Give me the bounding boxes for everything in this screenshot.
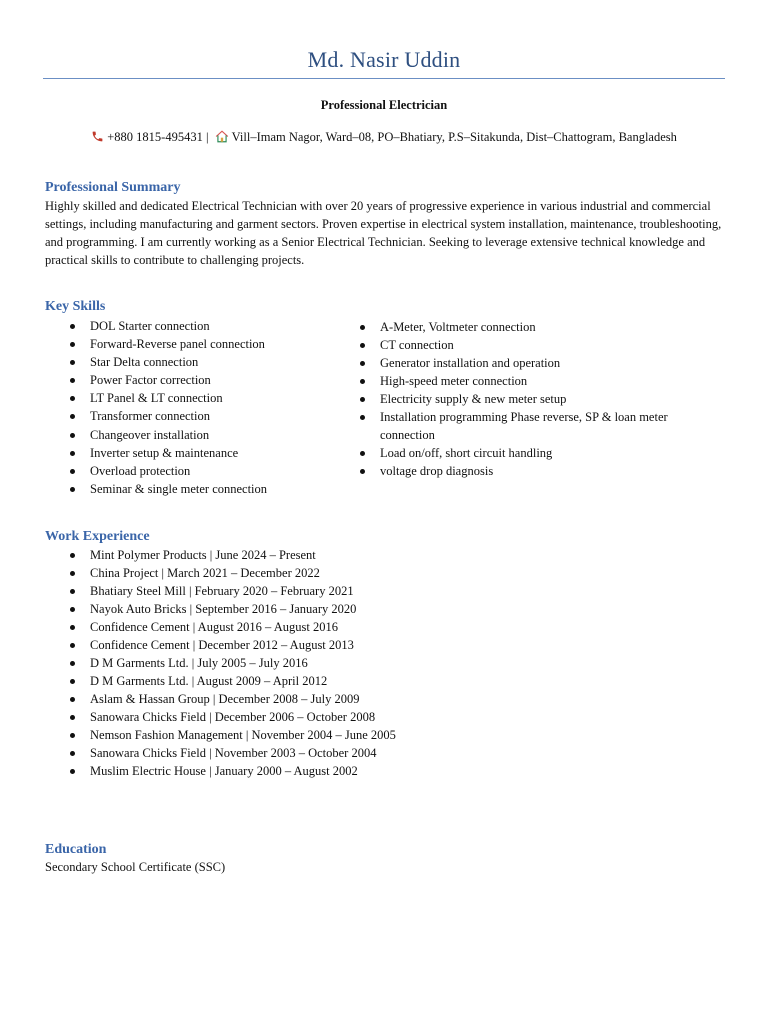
contact-separator: |: [202, 130, 212, 144]
work-item: Muslim Electric House | January 2000 – August 2002: [66, 762, 466, 780]
skill-item: Forward-Reverse panel connection: [66, 335, 336, 353]
skill-item: DOL Starter connection: [66, 317, 336, 335]
skill-item: Overload protection: [66, 462, 336, 480]
summary-heading: Professional Summary: [45, 180, 181, 195]
work-item: Nemson Fashion Management | November 2004 – June 2005: [66, 726, 466, 744]
skill-item: Seminar & single meter connection: [66, 480, 336, 498]
work-list: [66, 546, 466, 780]
work-item: Sanowara Chicks Field | November 2003 – October 2004: [66, 744, 466, 762]
skill-item: Changeover installation: [66, 426, 336, 444]
work-item: D M Garments Ltd. | July 2005 – July 2016: [66, 654, 466, 672]
work-item: Mint Polymer Products | June 2024 – Present: [66, 546, 466, 564]
skills-list-left: [66, 317, 336, 498]
home-icon: [215, 130, 232, 144]
skill-item: Installation programming Phase reverse, SP & loan meter connection: [356, 408, 676, 444]
skill-item: A-Meter, Voltmeter connection: [356, 318, 676, 336]
phone-icon: [91, 130, 107, 144]
skill-item: Inverter setup & maintenance: [66, 444, 336, 462]
phone-number: +880 1815-495431: [107, 130, 203, 144]
education-heading: Education: [45, 842, 107, 857]
address: Vill–Imam Nagor, Ward–08, PO–Bhatiary, P.S–Sitakunda, Dist–Chattogram, Bangladesh: [231, 130, 677, 144]
skill-item: Transformer connection: [66, 407, 336, 425]
skill-item: LT Panel & LT connection: [66, 389, 336, 407]
education-text: Secondary School Certificate (SSC): [45, 860, 226, 874]
work-item: Bhatiary Steel Mill | February 2020 – February 2021: [66, 582, 466, 600]
skill-item: Star Delta connection: [66, 353, 336, 371]
work-item: Sanowara Chicks Field | December 2006 – October 2008: [66, 708, 466, 726]
skill-item: Generator installation and operation: [356, 354, 676, 372]
work-item: D M Garments Ltd. | August 2009 – April 2012: [66, 672, 466, 690]
work-heading: Work Experience: [45, 529, 150, 544]
skills-heading: Key Skills: [45, 299, 106, 314]
work-item: Aslam & Hassan Group | December 2008 – July 2009: [66, 690, 466, 708]
candidate-name: Md. Nasir Uddin: [307, 47, 461, 72]
work-item: Nayok Auto Bricks | September 2016 – January 2020: [66, 600, 466, 618]
work-item: Confidence Cement | August 2016 – August 2016: [66, 618, 466, 636]
skill-item: voltage drop diagnosis: [356, 462, 676, 480]
skill-item: High-speed meter connection: [356, 372, 676, 390]
work-item: Confidence Cement | December 2012 – August 2013: [66, 636, 466, 654]
work-item: China Project | March 2021 – December 2022: [66, 564, 466, 582]
skill-item: Load on/off, short circuit handling: [356, 444, 676, 462]
job-title: Professional Electrician: [320, 98, 448, 112]
header-divider: [43, 78, 725, 79]
skill-item: Power Factor correction: [66, 371, 336, 389]
skill-item: Electricity supply & new meter setup: [356, 390, 676, 408]
summary-text: Highly skilled and dedicated Electrical Technician with over 20 years of progressive experience in various industrial and commercial settings, including manufacturing and garment sectors. Proven expertise in electrical system installation, maintenance, troubleshooting, and programming. I am currently working as a Senior Electrical Technician. Seeking to leverage extensive technical knowledge and practical skills to contribute to challenging projects.: [45, 199, 722, 267]
skill-item: CT connection: [356, 336, 676, 354]
skills-list-right: [356, 318, 676, 480]
contact-line: [0, 130, 768, 145]
